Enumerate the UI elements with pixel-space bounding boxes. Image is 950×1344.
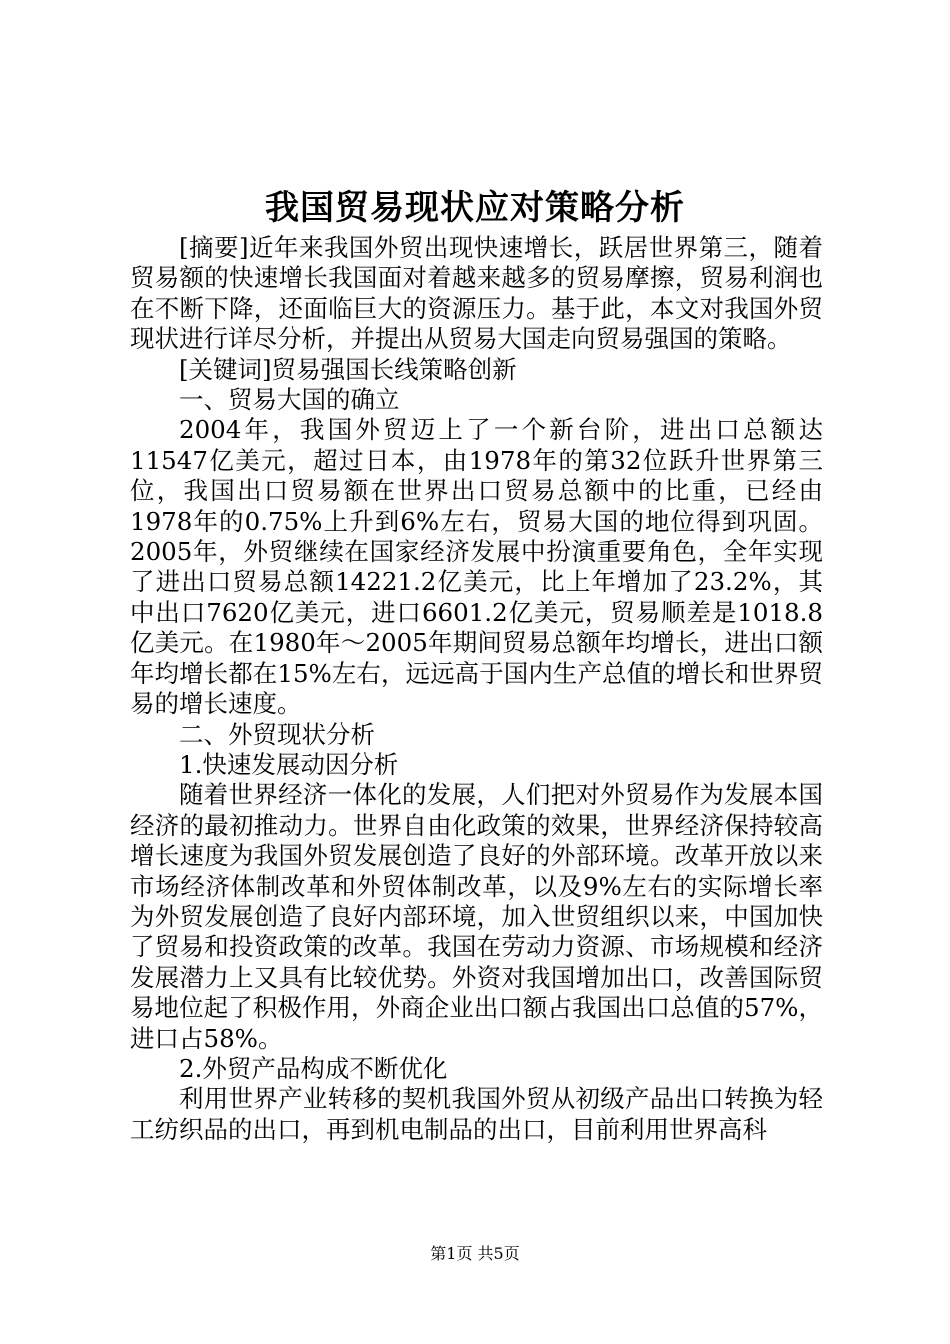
keywords-paragraph: [关键词]贸易强国长线策略创新	[179, 354, 517, 384]
subsection-heading-2-2: 2.外贸产品构成不断优化	[179, 1053, 448, 1083]
page-footer: 第1页 共5页	[430, 1244, 520, 1263]
subsection-2-1-paragraph: 随着世界经济一体化的发展，人们把对外贸易作为发展本国经济的最初推动力。世界自由化政策的效果，世界经济保持较高增长速度为我国外贸发展创造了良好的外部环境。改革开放以来市场经济体制改革和外贸体制改革，以及9%左右的实际增长率为外贸发展创造了良好内部环境，加入世贸组织以来，中国加快了贸易和投资政策的改革。我国在劳动力资源、市场规模和经济发展潜力上又具有比较优势。外资对我国增加出口，改善国际贸易地位起了积极作用，外商企业出口额占我国出口总值的57%，进口占58%。	[130, 780, 823, 1053]
abstract-paragraph: [摘要]近年来我国外贸出现快速增长，跃居世界第三，随着贸易额的快速增长我国面对着越来越多的贸易摩擦，贸易利润也在不断下降，还面临巨大的资源压力。基于此，本文对我国外贸现状进行详尽分析，并提出从贸易大国走向贸易强国的策略。	[130, 233, 823, 354]
section-heading-2: 二、外贸现状分析	[179, 719, 375, 749]
subsection-2-2-paragraph: 利用世界产业转移的契机我国外贸从初级产品出口转换为轻工纺织品的出口，再到机电制品的出口，目前利用世界高科	[130, 1084, 823, 1144]
section-heading-1: 一、贸易大国的确立	[179, 385, 400, 415]
section-1-paragraph: 2004年，我国外贸迈上了一个新台阶，进出口总额达11547亿美元，超过日本，由1978年的第32位跃升世界第三位，我国出口贸易额在世界出口贸易总额中的比重，已经由1978年的0.75%上升到6%左右，贸易大国的地位得到巩固。2005年，外贸继续在国家经济发展中扮演重要角色，全年实现了进出口贸易总额14221.2亿美元，比上年增加了23.2%，其中出口7620亿美元，进口6601.2亿美元，贸易顺差是1018.8亿美元。在1980年～2005年期间贸易总额年均增长，进出口额年均增长都在15%左右，远远高于国内生产总值的增长和世界贸易的增长速度。	[130, 415, 823, 719]
subsection-heading-2-1: 1.快速发展动因分析	[179, 749, 399, 779]
document-body	[130, 233, 823, 1145]
document-title: 我国贸易现状应对策略分析	[265, 188, 685, 228]
